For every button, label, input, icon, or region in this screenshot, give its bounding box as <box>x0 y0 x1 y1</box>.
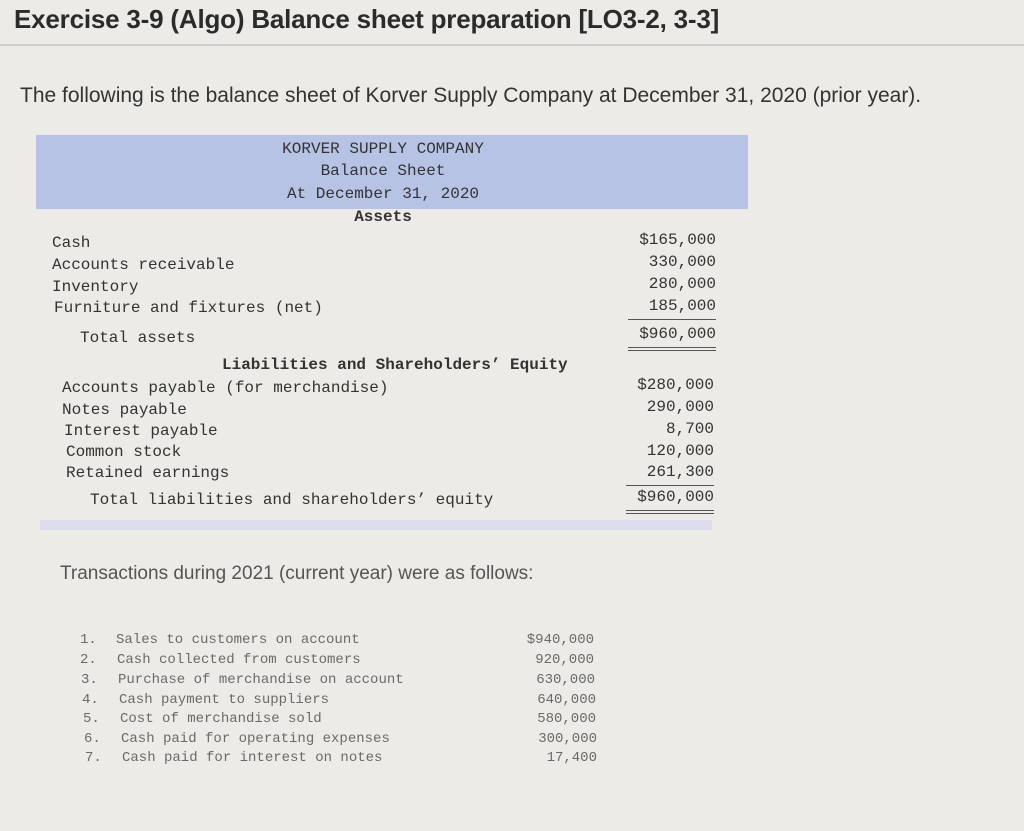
total-assets-amount: $960,000 <box>639 325 716 343</box>
section-separator <box>40 520 712 530</box>
transaction-amount: 640,000 <box>537 692 596 708</box>
transaction-amount: 630,000 <box>536 672 595 688</box>
company-name: KORVER SUPPLY COMPANY <box>282 140 484 158</box>
liability-label: Common stock <box>66 443 182 461</box>
transaction-description: Cash collected from customers <box>117 652 361 668</box>
transaction-number: 6. <box>84 731 101 747</box>
transaction-amount: $940,000 <box>526 632 594 648</box>
transaction-amount: 17,400 <box>546 750 597 766</box>
title-divider <box>0 44 1024 46</box>
asset-label: Furniture and fixtures (net) <box>54 299 323 317</box>
transaction-description: Cost of merchandise sold <box>120 711 322 727</box>
subtotal-rule <box>626 485 714 486</box>
total-liabilities-amount: $960,000 <box>637 488 714 506</box>
transactions-intro: Transactions during 2021 (current year) were as follows: <box>60 563 534 584</box>
total-liabilities-label: Total liabilities and shareholders’ equity <box>90 491 494 509</box>
intro-text: The following is the balance sheet of Korver Supply Company at December 31, 2020 (prior year). <box>20 84 922 107</box>
exercise-title: Exercise 3-9 (Algo) Balance sheet preparation [LO3-2, 3-3] <box>14 4 720 34</box>
asset-amount: 280,000 <box>648 275 716 293</box>
liability-amount: 8,700 <box>665 420 714 438</box>
liability-label: Retained earnings <box>66 464 230 482</box>
liabilities-heading: Liabilities and Shareholders’ Equity <box>222 356 568 374</box>
liability-label: Interest payable <box>64 422 218 440</box>
transaction-amount: 920,000 <box>535 652 594 668</box>
transaction-description: Purchase of merchandise on account <box>118 672 404 688</box>
transaction-number: 7. <box>85 750 102 766</box>
asset-label: Cash <box>52 234 91 252</box>
transaction-number: 2. <box>80 652 97 668</box>
liability-amount: $280,000 <box>637 376 714 394</box>
transaction-description: Cash payment to suppliers <box>119 692 330 708</box>
transaction-number: 1. <box>80 632 97 648</box>
total-double-rule <box>626 513 714 514</box>
statement-name: Balance Sheet <box>320 162 446 180</box>
total-double-rule <box>626 510 714 511</box>
transaction-number: 3. <box>81 672 98 688</box>
transaction-description: Sales to customers on account <box>116 632 360 648</box>
asset-amount: 185,000 <box>648 297 716 315</box>
liability-label: Accounts payable (for merchandise) <box>62 379 389 397</box>
assets-heading: Assets <box>354 208 412 226</box>
transaction-description: Cash paid for operating expenses <box>121 731 390 747</box>
transaction-number: 5. <box>83 711 100 727</box>
liability-amount: 120,000 <box>646 442 714 460</box>
asset-amount: 330,000 <box>648 253 716 271</box>
liability-amount: 261,300 <box>646 463 714 481</box>
asset-amount: $165,000 <box>639 231 716 249</box>
statement-date: At December 31, 2020 <box>286 185 480 203</box>
asset-label: Accounts receivable <box>52 256 235 274</box>
total-double-rule <box>628 347 716 348</box>
subtotal-rule <box>628 319 716 320</box>
liability-label: Notes payable <box>62 401 187 419</box>
asset-label: Inventory <box>52 278 139 296</box>
liability-amount: 290,000 <box>646 398 714 416</box>
transaction-number: 4. <box>82 692 99 708</box>
total-double-rule <box>628 350 716 351</box>
total-assets-label: Total assets <box>80 329 196 347</box>
transaction-amount: 300,000 <box>538 731 597 747</box>
transaction-amount: 580,000 <box>537 711 596 727</box>
transaction-description: Cash paid for interest on notes <box>122 750 383 766</box>
